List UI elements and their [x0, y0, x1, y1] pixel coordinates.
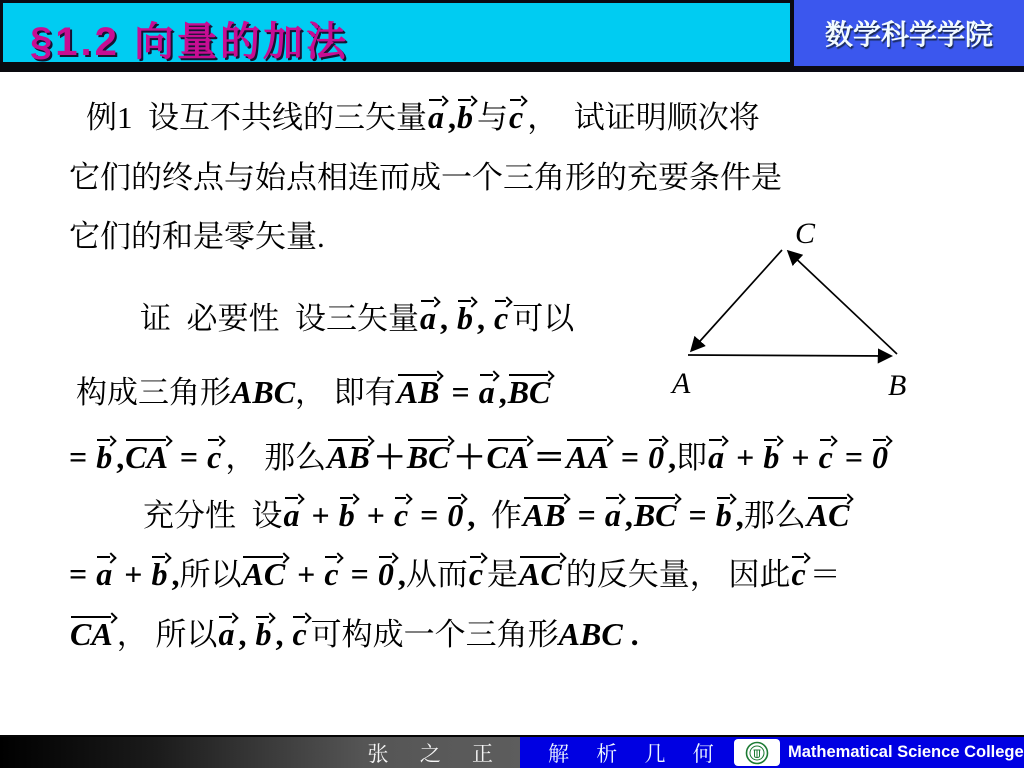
vector-term: AA	[565, 436, 613, 478]
vector-term: c	[818, 436, 837, 478]
text-segment: ,	[116, 439, 125, 475]
text-segment: 证 必要性 设三矢量	[140, 301, 419, 336]
triangle-diagram	[652, 215, 942, 410]
text-segment: +	[783, 439, 818, 475]
text-segment: ， 那么	[225, 440, 327, 475]
text-segment: 即	[676, 440, 708, 475]
vector-term: 0	[871, 436, 892, 478]
text-segment: +	[116, 556, 151, 592]
text-segment: 是	[487, 557, 519, 592]
math-line	[69, 436, 892, 479]
vector-term: a	[419, 297, 440, 339]
vector-term: c	[508, 96, 527, 138]
vertex-label-a: A	[672, 367, 691, 400]
college-name-box	[790, 0, 1024, 72]
text-segment: ＝	[809, 557, 841, 592]
text-segment: ,	[440, 300, 456, 336]
text-segment: =	[612, 439, 648, 475]
vector-term: a	[478, 371, 499, 413]
math-line	[143, 494, 853, 537]
text-segment: =	[836, 439, 872, 475]
text-segment: 充分性 设	[143, 498, 283, 533]
text-segment: 所以	[179, 557, 242, 592]
text-segment: =	[171, 439, 207, 475]
vector-term: b	[150, 553, 171, 595]
math-line	[69, 613, 639, 656]
vector-term: b	[456, 297, 477, 339]
vector-term: CA	[486, 436, 534, 478]
vector-term: b	[715, 494, 736, 536]
college-logo	[734, 739, 780, 766]
vector-term: AC	[518, 553, 566, 595]
text-segment: .	[622, 616, 639, 652]
text-segment: ,	[171, 556, 180, 592]
vector-term: a	[217, 613, 238, 655]
vector-term: c	[790, 553, 809, 595]
text-segment: 那么	[743, 498, 806, 533]
text-segment: +	[358, 497, 393, 533]
vector-term: a	[283, 494, 304, 536]
text-segment: =	[342, 556, 377, 592]
text-segment: ， 所以	[116, 617, 218, 652]
text-segment: ABC	[558, 616, 623, 652]
math-line	[69, 217, 325, 258]
vector-term: b	[762, 436, 783, 478]
vector-term: b	[254, 613, 275, 655]
text-segment: ， 即有	[295, 375, 396, 410]
footer-author-section	[0, 737, 520, 768]
text-segment: 与	[477, 100, 508, 135]
vector-term: b	[456, 96, 477, 138]
text-segment: =	[680, 497, 715, 533]
text-segment: ,	[735, 497, 744, 533]
math-line	[69, 158, 782, 199]
vector-term: a	[427, 96, 448, 138]
text-segment: ,	[397, 556, 406, 592]
text-segment: =	[69, 439, 96, 475]
vector-term: CA	[124, 436, 172, 478]
vector-term: AB	[396, 371, 444, 413]
text-segment: ,	[624, 497, 633, 533]
text-segment: ， 试证明顺次将	[527, 100, 760, 135]
text-segment: ＋	[373, 439, 406, 475]
vector-term: AB	[326, 436, 374, 478]
text-segment: 可构成一个三角形	[310, 617, 559, 652]
text-segment: =	[569, 497, 604, 533]
text-segment: =	[443, 374, 478, 410]
vector-term: c	[323, 553, 342, 595]
vector-term: c	[206, 436, 225, 478]
vector-CA	[692, 250, 782, 350]
vector-BC	[789, 252, 897, 354]
vector-term: BC	[507, 371, 555, 413]
text-segment: +	[289, 556, 324, 592]
course-name: 解 析 几 何	[548, 741, 725, 766]
vector-term: a	[95, 553, 116, 595]
text-segment: 它们的和是零矢量.	[69, 219, 325, 254]
text-segment: 从而	[405, 557, 468, 592]
vertex-label-b: B	[888, 369, 907, 402]
vector-term: 0	[446, 494, 467, 536]
author-name: 张 之 正	[367, 741, 506, 766]
text-segment: ＋	[453, 439, 486, 475]
vector-term: c	[291, 613, 310, 655]
vector-term: 0	[377, 553, 398, 595]
math-line	[76, 371, 554, 414]
text-segment: 的反矢量， 因此	[565, 557, 791, 592]
text-segment: 例1 设互不共线的三矢量	[86, 100, 427, 135]
vector-AB	[688, 355, 890, 356]
page-title: §1.2 向量的加法	[30, 20, 349, 64]
text-segment: 作	[475, 498, 522, 533]
text-segment: 构成三角形	[76, 375, 231, 410]
college-name: 数学科学学院	[824, 19, 993, 50]
vector-term: AC	[806, 494, 854, 536]
vector-term: c	[393, 494, 412, 536]
math-line	[69, 553, 841, 596]
vector-term: a	[707, 436, 728, 478]
text-segment: ,	[477, 300, 493, 336]
text-segment: ,	[238, 616, 255, 652]
text-segment: 可以	[512, 301, 575, 336]
text-segment: =	[69, 556, 96, 592]
text-segment: +	[303, 497, 338, 533]
vector-term: b	[95, 436, 116, 478]
vector-term: BC	[406, 436, 454, 478]
text-segment: ＝	[533, 439, 566, 475]
text-segment: ,	[467, 497, 476, 533]
college-name-en: Mathematical Science College	[788, 743, 1024, 761]
vector-term: BC	[633, 494, 681, 536]
vector-term: c	[468, 553, 487, 595]
footer-bar	[0, 735, 1024, 768]
text-segment: =	[412, 497, 447, 533]
text-segment: 它们的终点与始点相连而成一个三角形的充要条件是	[69, 160, 782, 195]
math-line	[86, 96, 760, 139]
vector-term: a	[604, 494, 625, 536]
text-segment: ,	[668, 439, 677, 475]
text-segment: ,	[498, 374, 507, 410]
vector-term: 0	[647, 436, 668, 478]
vector-term: c	[493, 297, 512, 339]
vector-term: CA	[69, 613, 117, 655]
text-segment: ,	[275, 616, 292, 652]
text-segment: +	[728, 439, 763, 475]
text-segment: ,	[448, 99, 456, 135]
vector-term: AC	[241, 553, 289, 595]
math-line	[140, 297, 574, 340]
vector-term: AB	[522, 494, 570, 536]
vector-term: b	[338, 494, 359, 536]
text-segment: ABC	[231, 374, 296, 410]
vertex-label-c: C	[795, 217, 816, 250]
college-logo-emblem	[745, 741, 769, 765]
